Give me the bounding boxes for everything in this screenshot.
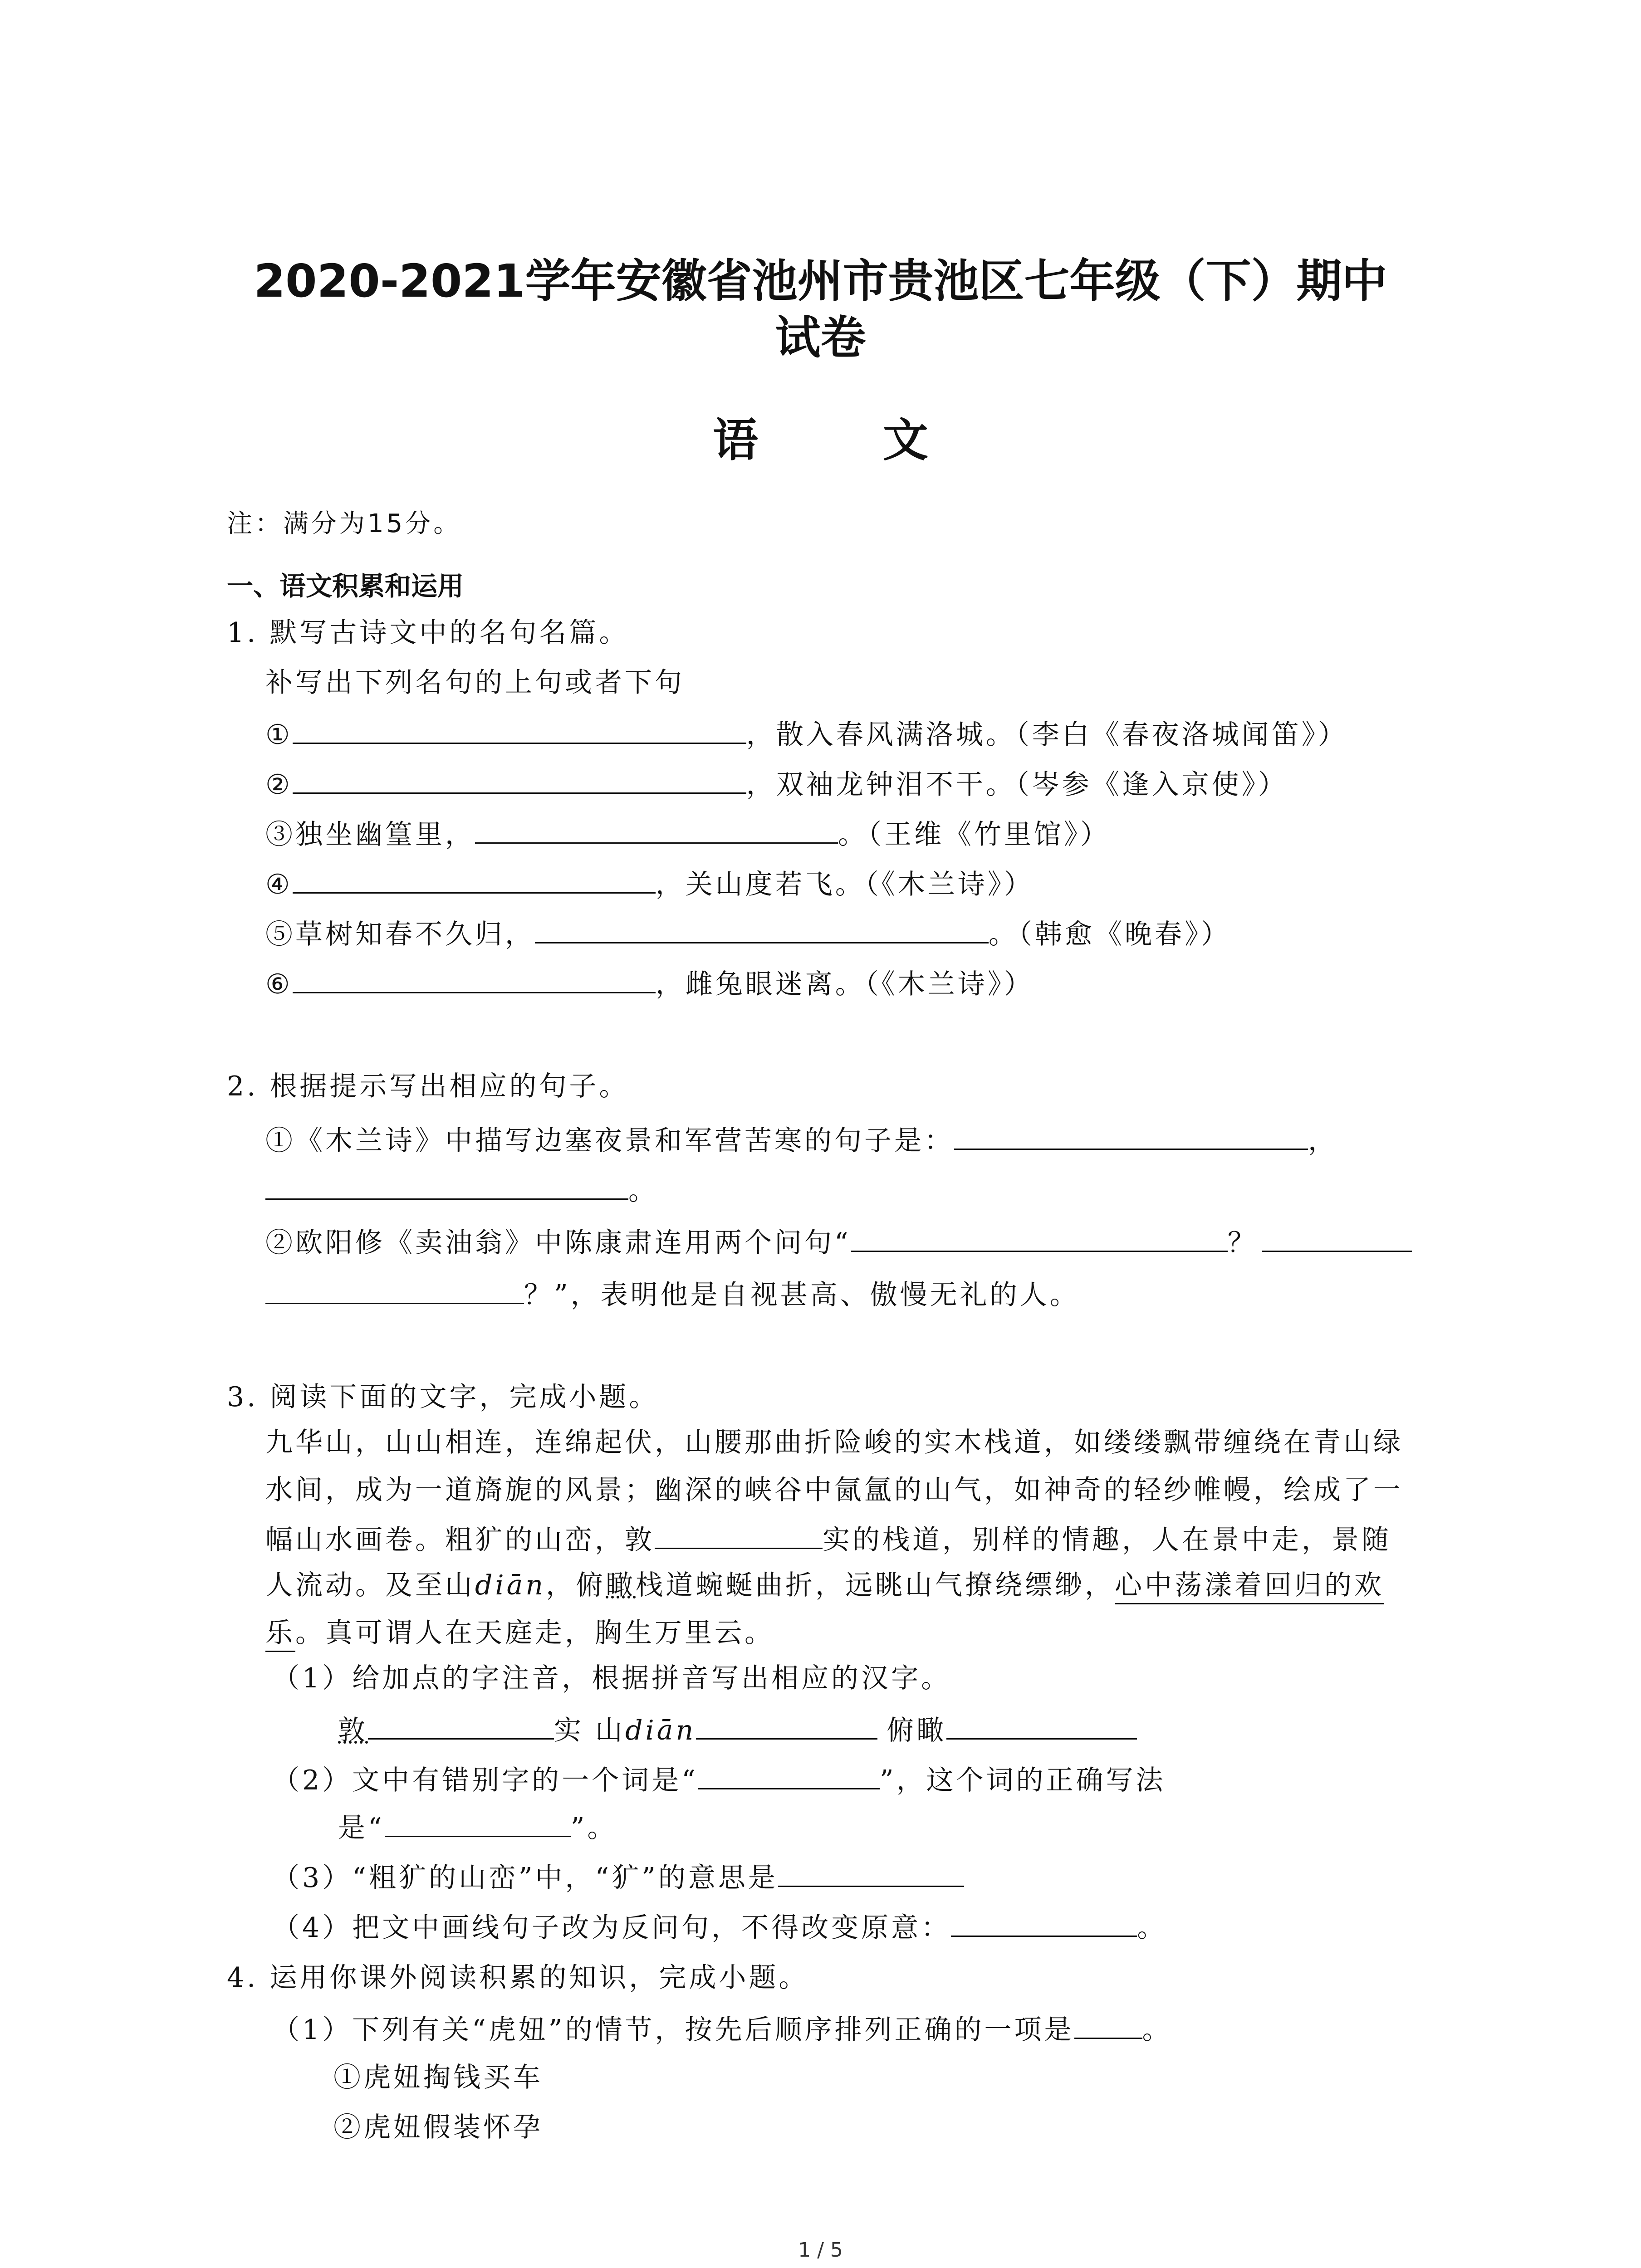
item-number: ③ bbox=[265, 819, 295, 850]
q4-option-2: ②虎妞假装怀孕 bbox=[333, 2112, 543, 2143]
answer-blank[interactable] bbox=[293, 964, 656, 993]
item-text: ，雌兔眼迷离。（《木兰诗》） bbox=[655, 968, 1034, 1000]
punct: ， bbox=[1308, 1125, 1338, 1157]
q3-sub3 bbox=[272, 1857, 964, 1896]
page-title-line1: 2020-2021学年安徽省池州市贵池区七年级（下）期中 bbox=[254, 254, 1387, 308]
answer-label: 实 山 bbox=[554, 1715, 626, 1746]
item-text: 。（王维《竹里馆》） bbox=[838, 819, 1110, 850]
q1-item-2 bbox=[265, 764, 1288, 803]
answer-blank[interactable] bbox=[293, 764, 746, 794]
answer-blank[interactable] bbox=[535, 914, 989, 943]
question-text: ”。 bbox=[570, 1812, 617, 1844]
item-text: ，关山度若飞。（《木兰诗》） bbox=[655, 869, 1034, 900]
answer-blank[interactable] bbox=[1074, 2009, 1142, 2039]
question-text: 。 bbox=[1142, 2014, 1172, 2046]
q1-item-4 bbox=[265, 864, 1034, 903]
dotted-char: 瞰 bbox=[606, 1569, 636, 1601]
pinyin-text: diān bbox=[475, 1569, 546, 1601]
q2-item-2-cont bbox=[265, 1275, 1080, 1313]
punct: 。 bbox=[628, 1175, 658, 1207]
q3-sub1: （1）给加点的字注音，根据拼音写出相应的汉字。 bbox=[272, 1662, 951, 1694]
question-text: （1）下列有关“虎妞”的情节，按先后顺序排列正确的一项是 bbox=[272, 2014, 1074, 2046]
answer-blank[interactable] bbox=[293, 864, 656, 894]
dotted-char: 敦 bbox=[338, 1715, 368, 1746]
answer-blank[interactable] bbox=[265, 1170, 628, 1200]
answer-blank[interactable] bbox=[696, 1710, 877, 1740]
q3-passage-line3 bbox=[265, 1520, 1391, 1558]
answer-blank[interactable] bbox=[954, 1120, 1308, 1150]
passage-text: 。真可谓人在天庭走，胸生万里云。 bbox=[295, 1617, 774, 1649]
passage-text: ，俯 bbox=[546, 1569, 606, 1601]
item-text: 。（韩愈《晚春》） bbox=[989, 919, 1231, 950]
item-text: ①《木兰诗》中描写边塞夜景和军营苦寒的句子是： bbox=[265, 1125, 954, 1157]
question-text: ”，这个词的正确写法 bbox=[879, 1765, 1166, 1796]
item-number: ② bbox=[265, 769, 293, 801]
answer-blank[interactable] bbox=[851, 1222, 1228, 1252]
answer-blank[interactable] bbox=[951, 1907, 1137, 1937]
question-text: （3）“粗犷的山峦”中，“犷”的意思是 bbox=[272, 1862, 778, 1894]
q1-instruction: 补写出下列名句的上句或者下句 bbox=[265, 667, 685, 699]
q3-passage-line1: 九华山，山山相连，连绵起伏，山腰那曲折险峻的实木栈道，如缕缕飘带缠绕在青山绿 bbox=[265, 1427, 1403, 1458]
answer-blank[interactable] bbox=[293, 714, 746, 744]
q3-passage-line2: 水间，成为一道旖旎的风景；幽深的峡谷中氤氲的山气，如神奇的轻纱帷幔，绘成了一 bbox=[265, 1474, 1403, 1506]
underlined-sentence: 心中荡漾着回归的欢 bbox=[1115, 1569, 1384, 1604]
pinyin-text: diān bbox=[625, 1715, 696, 1746]
q1-item-6 bbox=[265, 964, 1034, 1002]
underlined-sentence: 乐 bbox=[265, 1617, 295, 1652]
q3-sub2 bbox=[272, 1760, 1166, 1799]
answer-blank[interactable] bbox=[655, 1520, 823, 1549]
answer-blank[interactable] bbox=[946, 1710, 1137, 1740]
score-note: 注：满分为15分。 bbox=[227, 509, 462, 538]
passage-text: 人流动。及至山 bbox=[265, 1569, 475, 1601]
q3-sub2-cont bbox=[338, 1808, 617, 1846]
q1-stem: 1. 默写古诗文中的名句名篇。 bbox=[227, 617, 629, 649]
q3-sub1-answers bbox=[338, 1710, 1137, 1749]
question-text: 。 bbox=[1137, 1912, 1167, 1944]
item-number: ① bbox=[265, 719, 293, 751]
page-number: 1 / 5 bbox=[798, 2239, 843, 2262]
item-text: ？”，表明他是自视甚高、傲慢无礼的人。 bbox=[524, 1279, 1080, 1311]
passage-text: 实的栈道，别样的情趣，人在景中走，景随 bbox=[823, 1524, 1391, 1556]
q2-item-2 bbox=[265, 1222, 1412, 1261]
answer-blank[interactable] bbox=[1262, 1222, 1412, 1252]
passage-text: 栈道蜿蜒曲折，远眺山气撩绕缥缈， bbox=[636, 1569, 1115, 1601]
passage-text: 幅山水画卷。粗犷的山峦，敦 bbox=[265, 1524, 655, 1556]
item-text: ，散入春风满洛城。（李白《春夜洛城闻笛》） bbox=[746, 719, 1348, 751]
question-text: （2）文中有错别字的一个词是“ bbox=[272, 1765, 698, 1796]
answer-blank[interactable] bbox=[265, 1275, 524, 1304]
item-text: ②欧阳修《卖油翁》中陈康肃连用两个问句“ bbox=[265, 1227, 851, 1259]
question-text: 是“ bbox=[338, 1812, 385, 1844]
answer-blank[interactable] bbox=[778, 1857, 964, 1887]
punct: ？ bbox=[1227, 1227, 1258, 1259]
q4-option-1: ①虎妞掏钱买车 bbox=[333, 2062, 543, 2093]
question-text: （4）把文中画线句子改为反问句，不得改变原意： bbox=[272, 1912, 951, 1944]
q1-item-3 bbox=[265, 814, 1110, 853]
item-number: ④ bbox=[265, 869, 293, 900]
q2-item-1-cont bbox=[265, 1170, 658, 1209]
q4-stem: 4. 运用你课外阅读积累的知识，完成小题。 bbox=[227, 1962, 809, 1994]
item-pre-text: 草树知春不久归， bbox=[295, 919, 535, 950]
answer-label: 俯瞰 bbox=[887, 1715, 947, 1746]
answer-blank[interactable] bbox=[385, 1808, 571, 1837]
q2-item-1 bbox=[265, 1120, 1338, 1159]
section-heading: 一、语文积累和运用 bbox=[227, 571, 464, 601]
q4-sub1 bbox=[272, 2009, 1172, 2048]
q2-stem: 2. 根据提示写出相应的句子。 bbox=[227, 1070, 629, 1102]
answer-blank[interactable] bbox=[698, 1760, 880, 1789]
q3-sub4 bbox=[272, 1907, 1167, 1946]
q3-stem: 3. 阅读下面的文字，完成小题。 bbox=[227, 1381, 659, 1413]
q3-passage-line4 bbox=[265, 1567, 1384, 1603]
item-text: ，双袖龙钟泪不干。（岑参《逢入京使》） bbox=[746, 769, 1288, 801]
q1-item-1 bbox=[265, 714, 1348, 753]
answer-blank[interactable] bbox=[368, 1710, 554, 1740]
item-pre-text: 独坐幽篁里， bbox=[295, 819, 475, 850]
item-number: ⑤ bbox=[265, 919, 295, 950]
q3-passage-line5 bbox=[265, 1615, 774, 1651]
subject-title: 语 文 bbox=[713, 414, 983, 467]
q1-item-5 bbox=[265, 914, 1231, 953]
page-title-line2: 试卷 bbox=[775, 311, 866, 364]
answer-blank[interactable] bbox=[475, 814, 838, 844]
item-number: ⑥ bbox=[265, 968, 293, 1000]
